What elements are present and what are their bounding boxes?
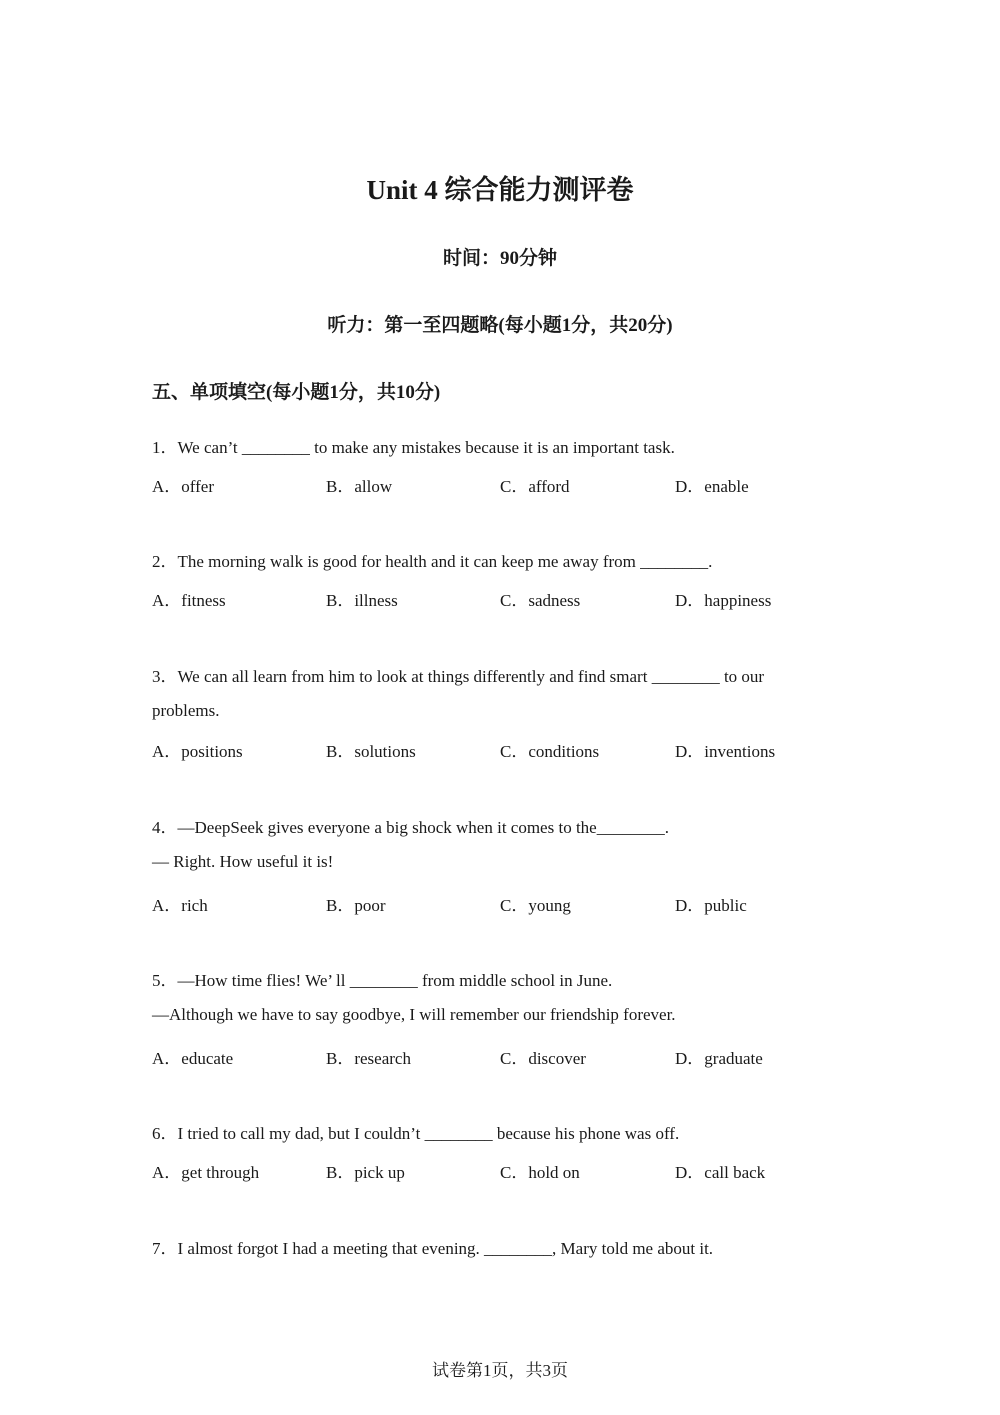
option-4c: C．young [500, 896, 571, 915]
section-heading: 五、单项填空(每小题1分，共10分) [152, 382, 441, 403]
question-5: 5．—How time flies! We’ ll ________ from middle school in June. [152, 971, 613, 990]
page-footer: 试卷第1页，共3页 [432, 1361, 568, 1380]
question-4-reply: — Right. How useful it is! [152, 852, 334, 871]
option-1a: A．offer [152, 477, 214, 496]
question-3: 3．We can all learn from him to look at things differently and find smart ________ to our [152, 667, 765, 686]
listening-note: 听力：第一至四题略(每小题1分，共20分) [327, 315, 673, 336]
option-2b: B．illness [326, 591, 398, 610]
option-3d: D．inventions [675, 742, 776, 761]
option-4b: B．poor [326, 896, 386, 915]
option-6d: D．call back [675, 1163, 766, 1182]
option-2a: A．fitness [152, 591, 226, 610]
question-7: 7．I almost forgot I had a meeting that evening. ________, Mary told me about it. [152, 1239, 714, 1258]
option-3b: B．solutions [326, 742, 416, 761]
option-5b: B．research [326, 1049, 411, 1068]
option-3a: A．positions [152, 742, 243, 761]
page-title: Unit 4 综合能力测评卷 [366, 175, 634, 205]
option-1b: B．allow [326, 477, 393, 496]
option-1c: C．afford [500, 477, 570, 496]
option-6b: B．pick up [326, 1163, 405, 1182]
option-6c: C．hold on [500, 1163, 580, 1182]
option-5a: A．educate [152, 1049, 234, 1068]
option-2d: D．happiness [675, 591, 772, 610]
option-5d: D．graduate [675, 1049, 763, 1068]
option-5c: C．discover [500, 1049, 586, 1068]
question-5-reply: —Although we have to say goodbye, I will remember our friendship forever. [152, 1005, 676, 1024]
option-2c: C．sadness [500, 591, 581, 610]
exam-time: 时间：90分钟 [442, 248, 557, 269]
option-3c: C．conditions [500, 742, 600, 761]
option-6a: A．get through [152, 1163, 260, 1182]
question-3-cont: problems. [152, 701, 220, 720]
question-4: 4．—DeepSeek gives everyone a big shock when it comes to the________. [152, 818, 669, 837]
question-2: 2．The morning walk is good for health and it can keep me away from ________. [152, 552, 713, 571]
question-6: 6．I tried to call my dad, but I couldn’t ________ because his phone was off. [152, 1124, 680, 1143]
option-1d: D．enable [675, 477, 749, 496]
question-1: 1．We can’t ________ to make any mistakes because it is an important task. [152, 438, 675, 457]
option-4a: A．rich [152, 896, 208, 915]
option-4d: D．public [675, 896, 747, 915]
